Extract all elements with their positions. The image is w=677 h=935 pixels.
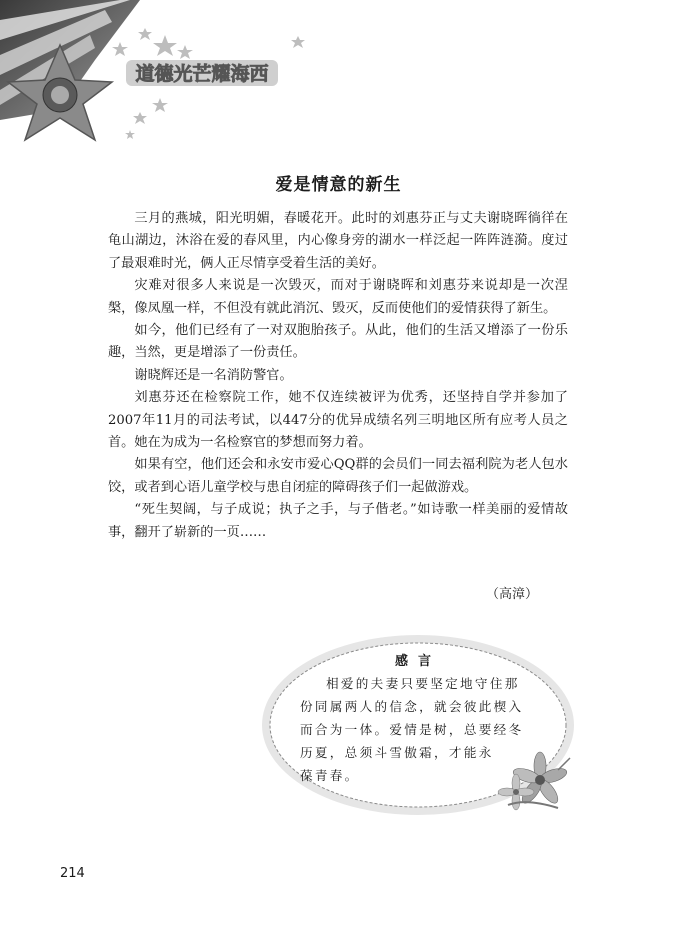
paragraph: 如今，他们已经有了一对双胞胎孩子。从此，他们的生活又增添了一份乐趣，当然，更是增添了一份责任。 (108, 323, 568, 361)
page-number: 214 (60, 866, 85, 881)
article-author: （高漳） (486, 587, 539, 602)
reflection-line: 份同属两人的信念，就会彼此楔入 (300, 699, 524, 714)
reflection-line: 葆青春。 (300, 768, 360, 783)
paragraph: 刘惠芬还在检察院工作，她不仅连续被评为优秀，还坚持自学并参加了2007年11月的司法考试，以447分的优异成绩名列三明地区所有应考人员之首。她在为成为一名检察官的梦想而努力着。 (108, 390, 568, 451)
reflection-line: 而合为一体。爱情是树，总要经冬 (300, 722, 524, 737)
paragraph: 谢晓辉还是一名消防警官。 (134, 367, 293, 383)
paragraph: 如果有空，他们还会和永安市爱心QQ群的会员们一同去福利院为老人包水饺，或者到心语儿童学校与患自闭症的障碍孩子们一起做游戏。 (108, 457, 568, 495)
reflection-line: 历夏，总须斗雪傲霜，才能永 (300, 745, 494, 760)
reflection-line: 相爱的夫妻只要坚定地守住那 (326, 676, 520, 691)
reflection-title: 感言 (394, 654, 441, 669)
header-decoration (0, 0, 330, 150)
article-title: 爱是情意的新生 (275, 175, 402, 195)
paragraph: “死生契阔，与子成说；执子之手，与子偕老。”如诗歌一样美丽的爱情故事，翻开了崭新的一页…… (108, 502, 568, 540)
paragraph: 灾难对很多人来说是一次毁灭，而对于谢晓晖和刘惠芬来说却是一次涅槃，像凤凰一样，不但没有就此消沉、毁灭，反而使他们的爱情获得了新生。 (108, 278, 568, 316)
paragraph: 三月的燕城，阳光明媚，春暖花开。此时的刘惠芬正与丈夫谢晓晖徜徉在龟山湖边，沐浴在爱的春风里，内心像身旁的湖水一样泛起一阵阵涟漪。度过了最艰难时光，俩人正尽情享受着生活的美好。 (108, 211, 568, 271)
section-title: 道德光芒耀海西 (135, 63, 269, 85)
reflection-text (300, 672, 570, 787)
article-body (108, 208, 568, 544)
medal-ribbon-illustration (0, 0, 330, 150)
reflection-box (258, 630, 578, 820)
